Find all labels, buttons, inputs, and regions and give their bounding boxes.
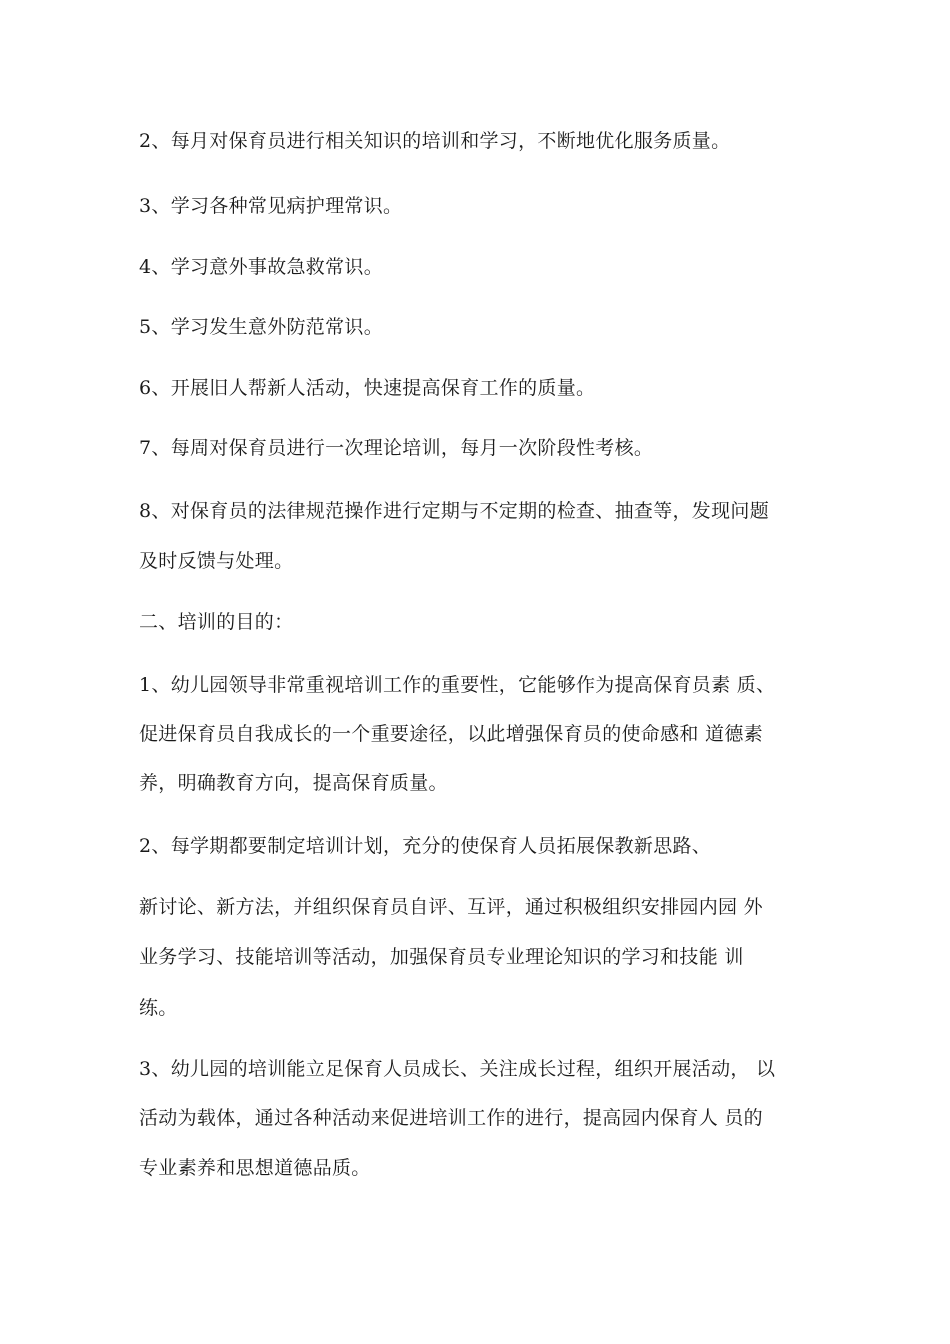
purpose-2-line2: 新讨论、新方法，并组织保育员自评、互评，通过积极组织安排园内园 外 [139,896,763,918]
purpose-2-line4: 练。 [139,997,178,1019]
item-3-disease-care: 3、学习各种常见病护理常识。 [139,195,403,217]
purpose-2-line3: 业务学习、技能培训等活动，加强保育员专业理论知识的学习和技能 训 [139,946,744,968]
item-4-first-aid: 4、学习意外事故急救常识。 [139,256,383,278]
purpose-1-line2: 促进保育员自我成长的一个重要途径，以此增强保育员的使命感和 道德素 [139,723,763,745]
item-6-mentoring: 6、开展旧人帮新人活动，快速提高保育工作的质量。 [139,377,596,399]
purpose-1-line3: 养，明确教育方向，提高保育质量。 [139,772,448,794]
item-8-inspection-line1: 8、对保育员的法律规范操作进行定期与不定期的检查、抽查等，发现问题 [139,500,769,522]
item-8-inspection-line2: 及时反馈与处理。 [139,550,294,572]
purpose-1-line1: 1、幼儿园领导非常重视培训工作的重要性，它能够作为提高保育员素 质、 [139,674,776,696]
purpose-3-line3: 专业素养和思想道德品质。 [139,1157,371,1179]
purpose-2-line1: 2、每学期都要制定培训计划，充分的使保育人员拓展保教新思路、 [139,835,712,857]
purpose-3-line1: 3、幼儿园的培训能立足保育人员成长、关注成长过程，组织开展活动， 以 [139,1058,776,1080]
purpose-3-line2: 活动为载体，通过各种活动来促进培训工作的进行，提高园内保育人 员的 [139,1107,763,1129]
item-2-monthly-training: 2、每月对保育员进行相关知识的培训和学习，不断地优化服务质量。 [139,130,731,152]
item-7-weekly-training: 7、每周对保育员进行一次理论培训，每月一次阶段性考核。 [139,437,654,459]
section-heading-training-purpose: 二、培训的目的： [139,611,294,633]
item-5-accident-prevention: 5、学习发生意外防范常识。 [139,316,383,338]
